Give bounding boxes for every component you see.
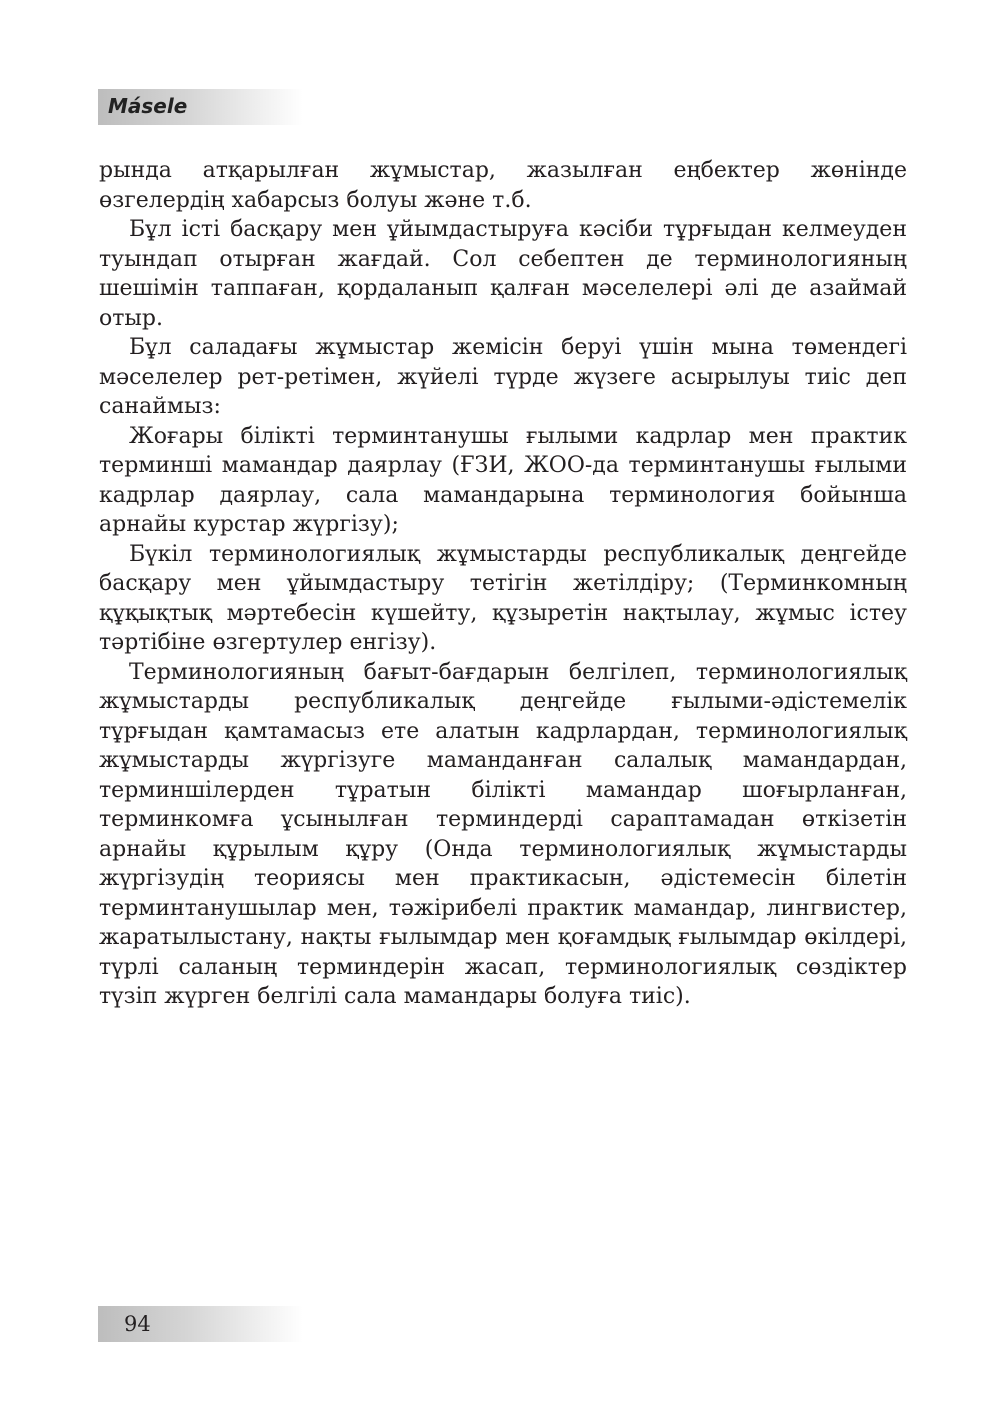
paragraph-1: рында атқарылған жұмыстар, жазылған еңбектер жөнінде өзгелердің хабарсыз болуы және т.б. <box>99 158 907 213</box>
page-number: 94 <box>124 1312 151 1336</box>
paragraph-6: Терминологияның бағыт-бағдарын белгілеп, терминологиялық жұмыстарды республикалық деңгейде ғылыми-әдістемелік тұрғыдан қамтамасыз ете алатын кадрлардан, терминологиялық жұмыстарды жүргізуге маманданған салалық мамандардан, терминшілерден тұратын білікті мамандар шоғырланған, терминкомға ұсынылған терминдерді сараптамадан өткізетін арнайы құрылым құру (Онда терминологиялық жұмыстарды жүргізудің теориясы мен практикасын, әдістемесін білетін терминтанушылар мен, тәжірибелі практик мамандар, лингвистер, жаратылыстану, нақты ғылымдар мен қоғамдық ғылымдар өкілдері, түрлі саланың терминдерін жасап, терминологиялық сөздіктер түзіп жүрген белгілі сала мамандары болуға тиіс). <box>99 659 907 1009</box>
paragraph-5: Бүкіл терминологиялық жұмыстарды республикалық деңгейде басқару мен ұйымдастыру тетігін жетілдіру; (Терминкомның құқықтық мәртебесін күшейту, құзыретін нақтылау, жұмыс істеу тәртібіне өзгертулер енгізу). <box>99 541 907 655</box>
running-header-title: Másele <box>108 94 188 118</box>
body-text <box>99 156 907 1012</box>
paragraph-2: Бұл істі басқару мен ұйымдастыруға кәсіби тұрғыдан келмеуден туындап отырған жағдай. Сол себептен де терминологияның шешімін таппаған, қордаланып қалған мәселелері әлі де азаймай отыр. <box>99 217 907 331</box>
paragraph-4: Жоғары білікті терминтанушы ғылыми кадрлар мен практик терминші мамандар даярлау (ҒЗИ, ЖОО-да терминтанушы ғылыми кадрлар даярлау, сала мамандарына терминология бойынша арнайы курстар жүргізу); <box>99 423 907 537</box>
paragraph-3: Бұл саладағы жұмыстар жемісін беруі үшін мына төмендегі мәселелер рет-ретімен, жүйелі түрде жүзеге асырылуы тиіс деп санаймыз: <box>99 335 907 419</box>
